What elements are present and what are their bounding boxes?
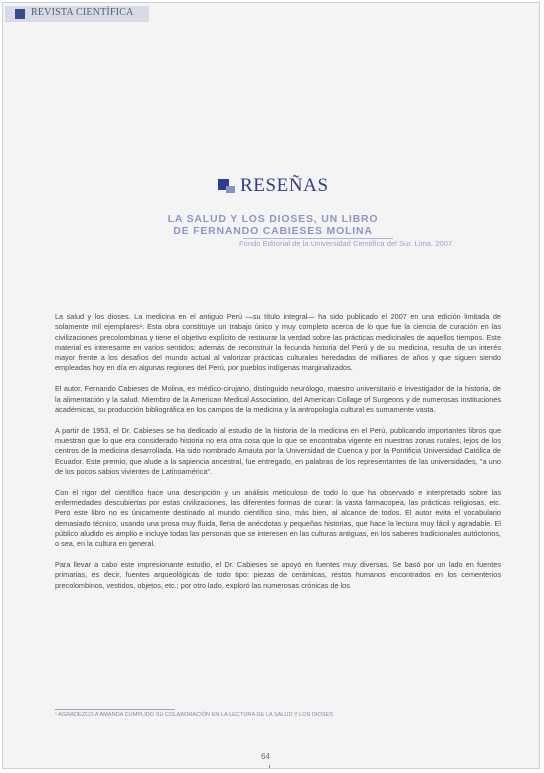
review-title-line-1: LA SALUD Y LOS DIOSES, UN LIBRO — [167, 213, 379, 225]
section-title: RESEÑAS — [240, 175, 329, 196]
section-squares-icon — [218, 179, 236, 193]
page-number: 64 — [261, 752, 270, 761]
body-paragraph-3: A partir de 1953, el Dr. Cabieses se ha dedicado al estudio de la historia de la medicina en el Perú, publicando importantes libros que muestran que lo que era considerado historia no era otra cosa que lo que se encontraba vigente en nuestras zonas rurales, lejos de los centros de la medicina desarrollada. Ha sido nombrado Amauta por la Universidad de Cuenca y por la Pontificia Universidad Católica de Ecuador. Este premio, que alude a la sapiencia ancestral, fue entregado, en palabras de los representantes de las universidades, "a uno de los pocos sabios vivientes de Latinoamérica". — [55, 425, 501, 476]
running-header-label: REVISTA CIENTÍFICA — [31, 7, 134, 18]
footnote: ¹ AGRADEZCO A AMANDA CUMPLIDO SU COLABORACIÓN EN LA LECTURA DE LA SALUD Y LOS DIOSES — [55, 712, 334, 718]
review-body — [55, 312, 501, 601]
body-paragraph-4: Con el rigor del científico hace una descripción y un análisis meticuloso de todo lo que ha observado e interpretado sobre las enfermedades descubiertas por estas civilizaciones, las diferentes formas de curar: la vasta farmacopea, las prácticas religiosas, etc. Pero este libro no es únicamente destinado al mundo científico sino, más bien, al alcance de todos. El autor evita el vocabulario demasiado técnico, usando una prosa muy fluida, llena de anécdotas y pequeñas historias, que hace la lectura muy fácil y agradable. El público aludido es amplio e incluye todas las personas que se interesen en las culturas antiguas, en los saberes tradicionales autóctonos, o sea, en la cultura en general. — [55, 487, 501, 549]
review-title-line-2: DE FERNANDO CABIESES MOLINA — [173, 225, 373, 237]
review-title — [153, 213, 393, 237]
body-paragraph-5: Para llevar a cabo este impresionante estudio, el Dr. Cabieses se apoyó en fuentes muy diversas. Se basó por un lado en fuentes primarias, es decir, fuentes arqueológicas de todo tipo: piezas de cerámicas, restos humanos encontrados en los cementerios precolombinos, vestidos, objetos, etc.; por otro lado, exploró las numerosas crónicas de los — [55, 559, 501, 590]
document-page — [2, 2, 540, 769]
footnote-divider — [55, 709, 175, 710]
body-paragraph-1: La salud y los dioses. La medicina en el antiguo Perú —su título integral— ha sido publicado el 2007 en una edición limitada de solamente mil ejemplares¹. Esta obra constituye un trabajo único y muy completo acerca de lo que fue la ciencia de curación en las civilizaciones precolombinas y tiene el objetivo explícito de restaurar la verdad sobre las prácticas medicinales de aquellos tiempos. Este material es interesante en varios sentidos: además de reconstruir la fecunda historia del Perú y de su medicina, resulta de un interés mayor frente a los desafíos del mundo actual al valorizar prácticas culturales heredadas de milliares de años y que siguen siendo empleadas hoy en día en algunas regiones del Perú, por pueblos indígenas marginalizados. — [55, 312, 501, 373]
running-header — [5, 6, 149, 22]
review-source: Fondo Editorial de la Universidad Científica del Sur. Lima. 2007. — [239, 239, 455, 248]
page-mark — [269, 765, 270, 769]
body-paragraph-2: El autor, Fernando Cabieses de Molina, es médico-cirujano, distinguido neurólogo, maestro universitario e investigador de la historia, de la alimentación y la salud. Miembro de la American Medical Association, del American Collage of Surgeons y de numerosas instituciones académicas, su producción bibliográfica en los campos de la medicina y la antropología cultural es sumamente vasta. — [55, 384, 501, 414]
header-square-icon — [15, 9, 25, 19]
